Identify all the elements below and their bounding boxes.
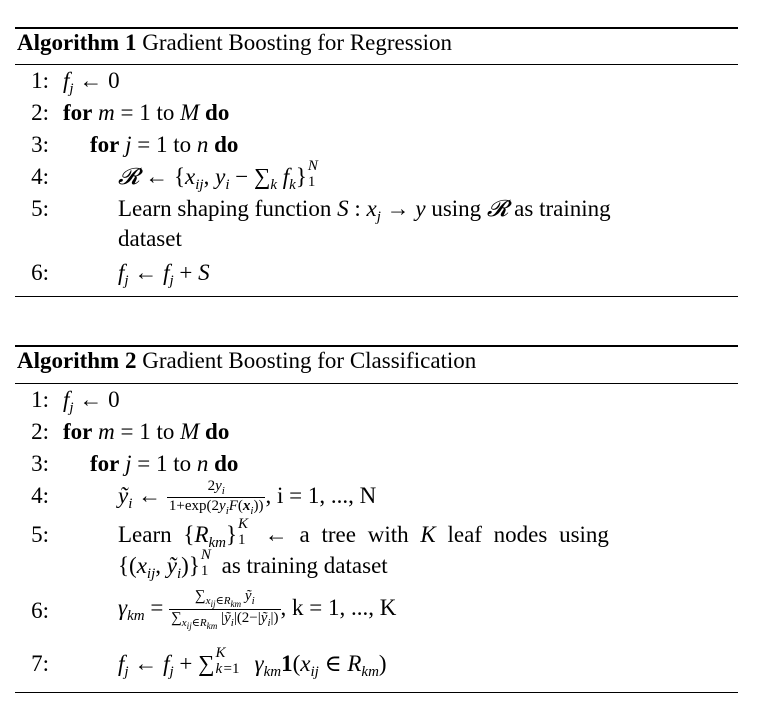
line-text: dataset xyxy=(118,226,182,251)
line-number: 3: xyxy=(31,451,49,476)
fraction: $\frac{2y_i}{1+\exp(2y_iF(x_i))}$ xyxy=(168,478,264,518)
line-tail: , i = 1, ..., N xyxy=(265,482,377,508)
line-body: $f_j$ ← $f_j$ + ∑ K k =1 $\gamma_{km}1(x_{ij}$ ∈ $R_{km}$) xyxy=(118,645,387,680)
line-text: Learn xyxy=(118,522,172,547)
algorithm-caption xyxy=(17,348,476,374)
line-body: Learn $\{R_{km}\}$ K 1 ← a tree with K leaf nodes using xyxy=(118,516,609,551)
bottom-rule xyxy=(15,692,738,693)
line-text: leaf nodes using xyxy=(447,522,609,547)
keyword-for: for xyxy=(90,132,120,157)
line-text: as training dataset xyxy=(221,553,388,578)
top-rule xyxy=(15,345,738,347)
line-body: 𝓡 ← {$x_{ij}$, $y_i - \sum_k$ $f_k$} N 1 xyxy=(118,158,318,193)
fraction: $\frac{\sum_{x_{ij}\in R_{km}} ỹ_i}{\sum_{x_{ij}\in R_{km}} |ỹ_i|(2-|ỹ_i|)}$ xyxy=(171,588,279,632)
caption-rule xyxy=(15,383,738,384)
algorithm-title: Gradient Boosting for Regression xyxy=(142,30,453,55)
line-number: 7: xyxy=(31,651,49,676)
line-number: 3: xyxy=(31,132,49,157)
line-number: 1: xyxy=(31,68,49,93)
keyword-do: do xyxy=(205,419,230,444)
line-text: as training xyxy=(514,196,611,221)
keyword-do: do xyxy=(214,451,239,476)
algo-line xyxy=(15,478,738,518)
line-body: $f_j$ ← 0 xyxy=(63,387,120,416)
algorithm-title: Gradient Boosting for Classification xyxy=(142,348,477,373)
line-text: using xyxy=(431,196,482,221)
line-text: ← a tree with xyxy=(264,522,409,547)
keyword-for: for xyxy=(63,419,93,444)
line-body: $\gamma_{km}$ = $\frac{\sum_{x_{ij}\in R_{km}} ỹ_i}{\sum_{x_{ij}\in R_{km}} |ỹ_i|(2-|ỹ_i|)}$ , k = 1, ..., K xyxy=(118,588,397,632)
keyword-for: for xyxy=(63,100,93,125)
line-number: 6: xyxy=(31,260,49,285)
line-body: $f_j$ ← $f_j + S$ xyxy=(118,260,210,289)
line-body: ỹ$_i$ ← $\frac{2y_i}{1+\exp(2y_iF(x_i))}$ , i = 1, ..., N xyxy=(118,478,377,518)
line-number: 4: xyxy=(31,164,49,189)
algorithm-label: Algorithm 2 xyxy=(17,348,137,373)
line-tail: , k = 1, ..., K xyxy=(280,595,397,621)
line-body: for m = 1 to M do xyxy=(63,419,230,444)
algorithm-label: Algorithm 1 xyxy=(17,30,137,55)
line-body: $f_j$ ← 0 xyxy=(63,68,120,97)
line-text: Learn shaping function xyxy=(118,196,332,221)
keyword-do: do xyxy=(214,132,239,157)
keyword-for: for xyxy=(90,451,120,476)
line-body: {($x_{ij}$, ỹ$_i$)} N 1 as training dataset xyxy=(118,547,388,582)
line-body: for j = 1 to n do xyxy=(90,132,239,157)
line-body: for j = 1 to n do xyxy=(90,451,239,476)
keyword-do: do xyxy=(205,100,230,125)
line-number: 1: xyxy=(31,387,49,412)
line-number: 6: xyxy=(31,598,49,623)
line-number: 4: xyxy=(31,483,49,508)
algorithm-2 xyxy=(15,0,738,723)
line-number: 5: xyxy=(31,522,49,547)
line-number: 2: xyxy=(31,100,49,125)
algo-line xyxy=(15,588,738,638)
line-body: for m = 1 to M do xyxy=(63,100,230,125)
line-body: Learn shaping function S : $x_j \to y$ using 𝓡 as training xyxy=(118,196,611,225)
line-number: 5: xyxy=(31,196,49,221)
line-number: 2: xyxy=(31,419,49,444)
